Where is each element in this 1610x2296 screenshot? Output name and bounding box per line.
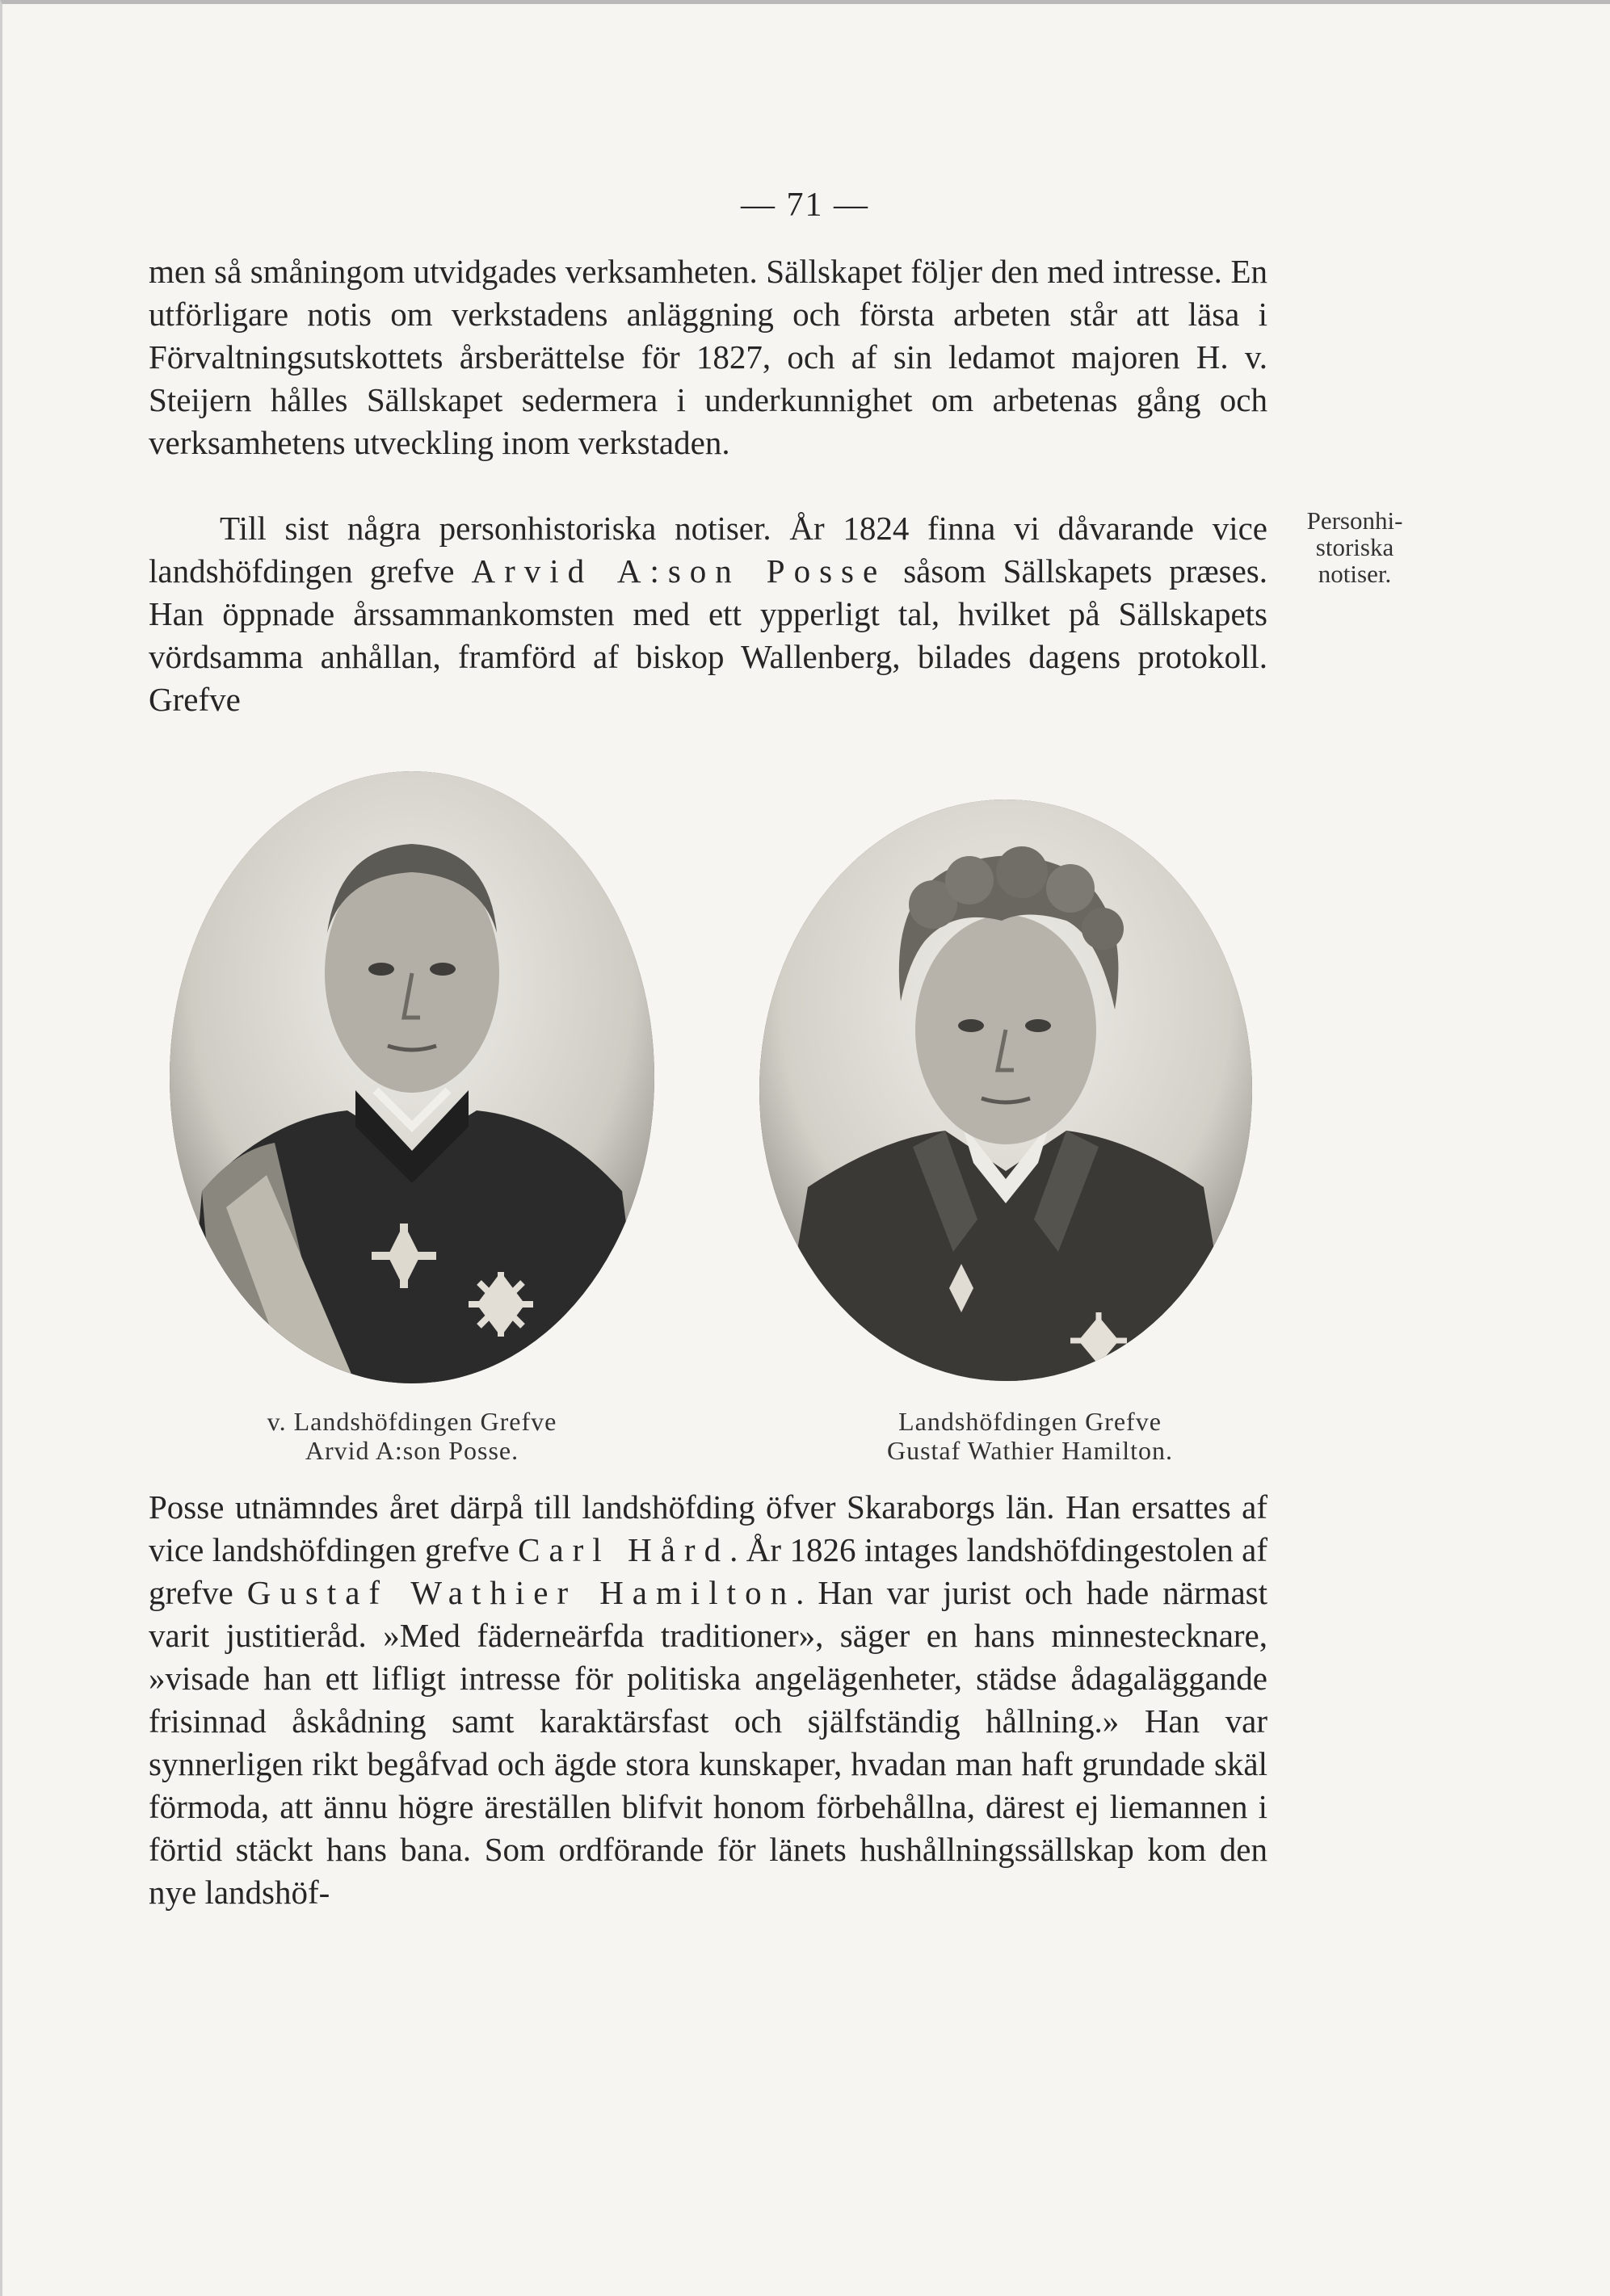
name-carl-hard: Carl Hård [518,1531,730,1568]
caption-hamilton-line-2: Gustaf Wathier Hamilton. [886,1436,1174,1465]
name-arvid-posse: Arvid A:son Posse [471,552,887,590]
paragraph-1-text: men så småningom utvidgades verksamheten. Sällskapet följer den med intresse. En utförligare notis om verkstadens anläggning och första arbeten står att läsa i Förvaltningsutskottets årsberättelse för 1827, och af sin ledamot majoren H. v. Steijern hålles Sällskapet sedermera i underkunnighet om arbetenas gång och verksamhetens utveckling inom verkstaden. [149,253,1267,461]
caption-hamilton-line-1: Landshöfdingen Grefve [898,1407,1162,1436]
marginal-note-line-1: Personhi- [1306,506,1403,535]
paragraph-1 [149,250,1267,464]
portrait-arvid-posse [170,771,654,1383]
paragraph-2-start: Till sist några personhistoriska notiser. År 1824 finna vi dåvarande vice landshöfdingen grefve [149,510,1267,590]
portrait-hamilton-illustration [759,800,1252,1381]
caption-posse [162,1407,662,1465]
caption-posse-line-2: Arvid A:son Posse. [305,1436,519,1465]
marginal-note-line-2: storiska [1315,533,1394,561]
paragraph-3 [149,1486,1267,1914]
portrait-posse-illustration [170,771,654,1383]
marginal-note-line-3: notiser. [1318,560,1392,588]
paragraph-3-start: Posse utnämndes året därpå till landshöfding öfver Skaraborgs län. Han ersattes af vice landshöfdingen grefve [149,1488,1267,1568]
marginal-note [1286,507,1423,587]
page-number: — 71 — [741,187,869,224]
caption-hamilton [784,1407,1276,1465]
paragraph-3-mid: . År 1826 intages landshöfdingestolen af grefve [149,1531,1267,1611]
paragraph-3-text [149,1486,1267,1914]
paragraph-2-text [149,507,1267,721]
paragraph-2-end: såsom Sällskapets præses. Han öppnade årssammankomsten med ett ypperligt tal, hvilket på Sällskapets vördsamma anhållan, framförd af biskop Wallenberg, bilades dagens protokoll. Grefve [149,552,1267,718]
portrait-gustaf-hamilton [759,800,1252,1381]
paragraph-2 [149,507,1267,721]
name-gustaf-hamilton: Gustaf Wathier Hamilton [246,1574,797,1611]
caption-posse-line-1: v. Landshöfdingen Grefve [267,1407,557,1436]
paragraph-3-end: . Han var jurist och hade närmast varit justitieråd. »Med fäderneärfda traditioner», säger en hans minnestecknare, »visade han ett lifligt intresse för politiska angelägenheter, städse ådagaläggande frisinnad åskådning samt karaktärsfast och själfständig hållning.» Han var synnerligen rikt begåfvad och ägde stora kunskaper, hvadan man haft grundade skäl förmoda, att ännu högre äreställen blifvit honom förbehållna, därest ej liemannen i förtid stäckt hans bana. Som ordförande för länets hushållningssällskap kom den nye landshöf- [149,1574,1268,1911]
